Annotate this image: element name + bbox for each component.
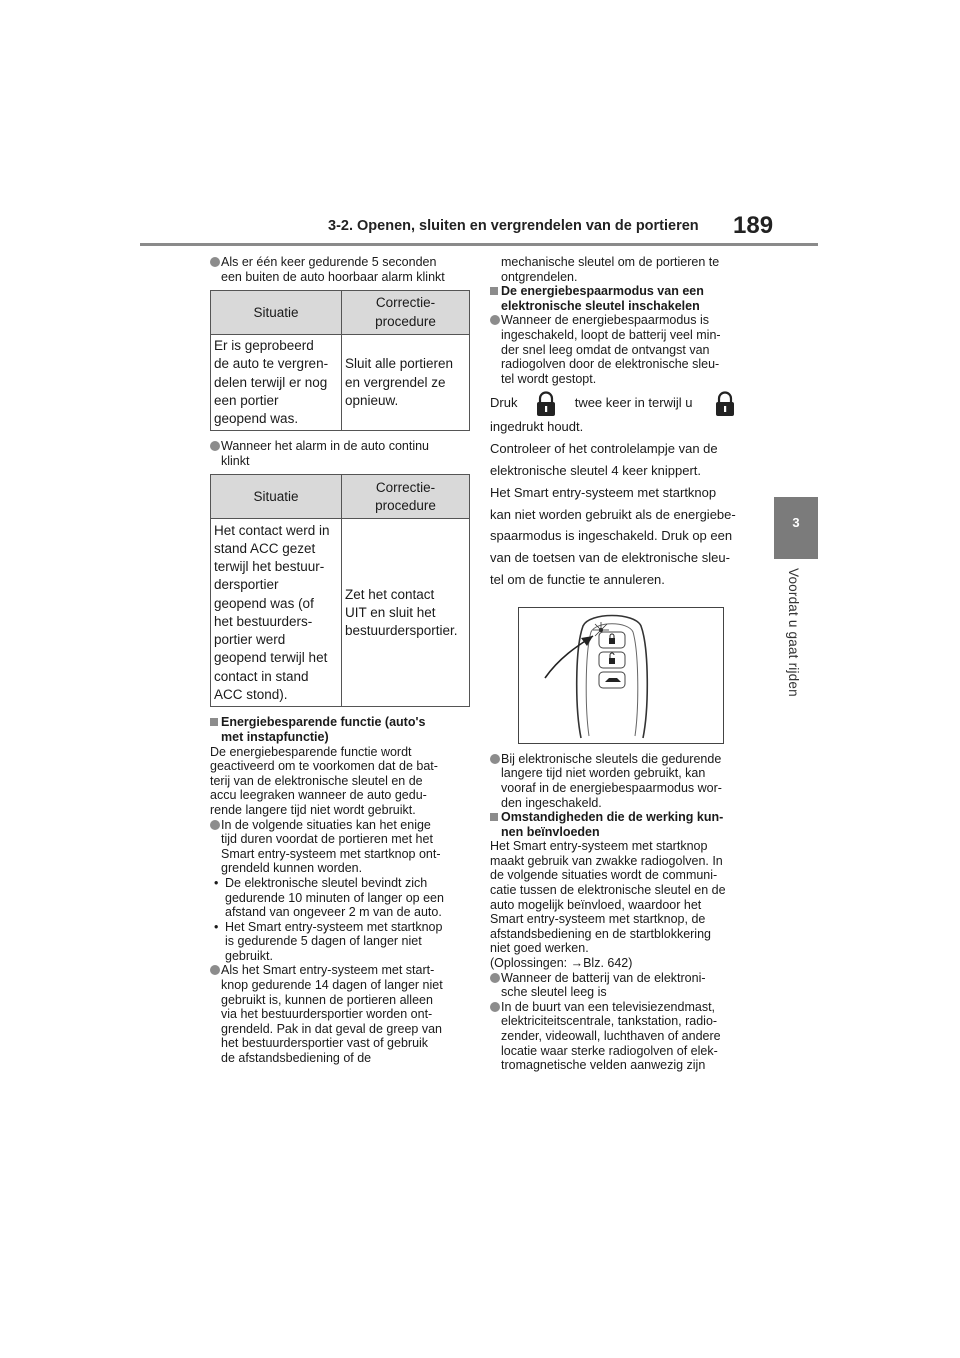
text-line: UIT en sluit het xyxy=(345,604,436,620)
text-line: procedure xyxy=(375,497,436,513)
text-line: In de volgende situaties kan het enige xyxy=(221,817,431,832)
bullet-battery-saving xyxy=(490,313,752,386)
text-line: Het Smart entry-systeem met startknop xyxy=(490,484,717,500)
lock-button-icon xyxy=(531,391,561,417)
text-line: Wanneer de energiebespaarmodus is xyxy=(501,313,709,328)
text-line: Het contact werd in xyxy=(214,522,330,538)
text-line: Bij elektronische sleutels die gedurende xyxy=(501,751,722,766)
text-line: rende langere tijd niet wordt gebruikt. xyxy=(210,802,416,817)
text-line: locatie waar sterke radiogolven of elek- xyxy=(501,1043,718,1058)
text-line: • Het Smart entry-systeem met startknop xyxy=(225,919,443,934)
text-line: van de toetsen van de elektronische sleu- xyxy=(490,550,730,566)
text-line: In de buurt van een televisiezendmast, xyxy=(501,999,716,1014)
heading-energy-saving xyxy=(210,715,470,744)
text-line: en vergrendel ze xyxy=(345,374,446,390)
text-line: tel om de functie te annuleren. xyxy=(490,571,665,587)
lock-button-icon xyxy=(710,391,740,417)
text-line: via het bestuurdersportier worden ont- xyxy=(221,1007,433,1022)
text-line: maakt gebruik van zwakke radiogolven. In xyxy=(490,853,723,868)
sub-bullet-distance xyxy=(210,876,470,920)
bullet-alarm-inside xyxy=(210,439,470,468)
text-line: Correctie- xyxy=(375,479,436,495)
text-line: niet goed werken. xyxy=(490,941,589,956)
text-line: elektriciteitscentrale, tankstation, radio- xyxy=(501,1014,718,1029)
header-correctie xyxy=(342,475,470,519)
text-line: stand ACC gezet xyxy=(214,541,316,557)
table-alarm-outside xyxy=(210,290,470,431)
text-line: De energiebesparende functie wordt xyxy=(210,744,412,759)
text-line: langere tijd niet worden gebruikt, kan xyxy=(501,766,706,781)
text-line: contact in stand xyxy=(214,668,309,684)
text-line: delen terwijl er nog xyxy=(214,374,328,390)
text-line: auto mogelijk beïnvloed, waardoor het xyxy=(490,897,702,912)
text-line: accu leegraken wanneer de auto gedu- xyxy=(210,788,427,803)
text-line: Energiebesparende functie (auto's xyxy=(221,715,426,730)
text-line: klinkt xyxy=(221,453,250,468)
table-header-row xyxy=(211,291,470,335)
instruction-block xyxy=(490,390,752,590)
text-line: Smart entry-systeem met startknop, de xyxy=(490,912,706,927)
text-line: vooraf in de energiebespaarmodus wor- xyxy=(501,780,722,795)
text-line: twee keer in terwijl u xyxy=(574,395,693,411)
text-line: gebruikt. xyxy=(225,948,273,963)
paragraph-radio-waves xyxy=(490,839,752,970)
text-line: Omstandigheden die de werking kun- xyxy=(501,810,724,825)
text-line: geopend was (of xyxy=(214,595,314,611)
text-line: Er is geprobeerd xyxy=(214,338,314,354)
text-line: ACC stond). xyxy=(214,686,288,702)
continued-text xyxy=(490,255,752,284)
text-line: ingeschakeld, loopt de batterij veel min- xyxy=(501,327,721,342)
text-line: gedurende 10 minuten of langer op een xyxy=(225,890,444,905)
text-line: grendeld. Pak in dat geval de greep van xyxy=(221,1021,442,1036)
text-line: dersportier xyxy=(214,577,279,593)
chapter-title: Voordat u gaat rijden xyxy=(786,568,801,697)
text-line: Wanneer de batterij van de elektroni- xyxy=(501,970,706,985)
text-line: Smart entry-systeem met startknop ont- xyxy=(221,846,441,861)
text-line: de auto te vergren- xyxy=(214,356,329,372)
bullet-battery-empty xyxy=(490,971,752,1000)
text-line: De energiebespaarmodus van een xyxy=(501,284,704,299)
table-row xyxy=(211,335,470,431)
header-situatie: Situatie xyxy=(211,291,342,335)
section-title: 3-2. Openen, sluiten en vergrendelen van de portieren xyxy=(328,218,699,234)
text-line: sche sleutel leeg is xyxy=(501,985,607,1000)
text-line: Sluit alle portieren xyxy=(345,356,454,372)
key-fob-icon xyxy=(519,608,723,743)
page-number: 189 xyxy=(733,212,774,239)
text-line: knop gedurende 14 dagen of langer niet xyxy=(221,978,443,993)
text-line: mechanische sleutel om de portieren te xyxy=(501,255,720,269)
text-line: het bestuurdersportier vast of gebruik xyxy=(221,1036,429,1051)
text-line: met instapfunctie) xyxy=(221,729,329,744)
text-line: afstandsbediening en de startblokkering xyxy=(490,926,711,941)
page-reference: (Oplossingen: →Blz. 642) xyxy=(490,956,633,971)
text-line: • De elektronische sleutel bevindt zich xyxy=(225,875,428,890)
key-fob-figure xyxy=(518,607,724,744)
text-line: tromagnetische velden aanwezig zijn xyxy=(501,1058,706,1073)
procedure-cell xyxy=(342,335,470,431)
text-line: ontgrendelen. xyxy=(501,269,578,284)
text-line: Druk xyxy=(490,395,518,411)
text-line: bestuurdersportier. xyxy=(345,622,458,638)
table-header-row xyxy=(211,475,470,519)
header-divider xyxy=(140,243,818,246)
text-line: een portier xyxy=(214,392,279,408)
text-line: der snel leeg omdat de ontvangst van xyxy=(501,342,710,357)
text-line: ingedrukt houdt. xyxy=(490,419,584,435)
text-line: tijd duren voordat de portieren met het xyxy=(221,832,433,847)
sub-bullet-days xyxy=(210,920,470,964)
text-line: Wanneer het alarm in de auto continu xyxy=(221,439,429,454)
text-line: kan niet worden gebruikt als de energiebe- xyxy=(490,506,736,522)
text-line: portier werd xyxy=(214,632,286,648)
text-line: is gedurende 5 dagen of langer niet xyxy=(225,934,422,949)
bullet-delay-situations xyxy=(210,818,470,876)
text-line: grendeld kunnen worden. xyxy=(221,861,363,876)
text-line: elektronische sleutel 4 keer knippert. xyxy=(490,462,702,478)
text-line: het bestuurders- xyxy=(214,613,313,629)
bullet-alarm-outside xyxy=(210,255,470,284)
bullet-strong-radio xyxy=(490,1000,752,1073)
text-line: de volgende situaties wordt de communi- xyxy=(490,868,718,883)
text-line: terij van de elektronische sleutel en de xyxy=(210,773,423,788)
chapter-number: 3 xyxy=(792,515,800,530)
text-line: nen beïnvloeden xyxy=(501,824,600,839)
bullet-14-days xyxy=(210,963,470,1065)
heading-battery-saving-mode xyxy=(490,284,752,313)
text-line: elektronische sleutel inschakelen xyxy=(501,298,700,313)
text-line: procedure xyxy=(375,313,436,329)
text-line: geopend was. xyxy=(214,411,299,426)
text-line: catie tussen de elektronische sleutel en de xyxy=(490,883,726,898)
bullet-long-unused xyxy=(490,752,752,810)
situation-cell xyxy=(211,519,342,707)
text-line: zender, videowall, luchthaven of andere xyxy=(501,1029,721,1043)
header-situatie: Situatie xyxy=(211,475,342,519)
situation-cell xyxy=(211,335,342,431)
text-line: tel wordt gestopt. xyxy=(501,371,597,386)
text-line: Zet het contact xyxy=(345,586,435,602)
procedure-cell xyxy=(342,519,470,707)
text-line: geactiveerd om te voorkomen dat de bat- xyxy=(210,759,438,774)
text-line: Correctie- xyxy=(375,295,436,311)
text-line: afstand van ongeveer 2 m van de auto. xyxy=(225,905,442,920)
paragraph-energy-saving xyxy=(210,745,470,818)
text-line: Controleer of het controlelampje van de xyxy=(490,441,718,457)
text-line: de afstandsbediening of de xyxy=(221,1051,372,1066)
text-line: spaarmodus is ingeschakeld. Druk op een xyxy=(490,528,733,544)
text-line: een buiten de auto hoorbaar alarm klinkt xyxy=(221,269,445,284)
text-line: Als er één keer gedurende 5 seconden xyxy=(221,255,437,269)
chapter-tab xyxy=(774,497,818,559)
right-column xyxy=(490,255,752,1073)
text-line: gebruikt is, kunnen de portieren alleen xyxy=(221,992,433,1007)
text-line: opnieuw. xyxy=(345,392,399,408)
table-row xyxy=(211,519,470,707)
text-line: geopend terwijl het xyxy=(214,650,328,666)
text-line: Als het Smart entry-systeem met start- xyxy=(221,963,435,978)
text-line: den ingeschakeld. xyxy=(501,795,602,810)
text-line: terwijl het bestuur- xyxy=(214,559,325,575)
heading-conditions xyxy=(490,810,752,839)
text-line: Het Smart entry-systeem met startknop xyxy=(490,839,708,854)
left-column xyxy=(210,255,470,1066)
table-alarm-inside xyxy=(210,474,470,707)
text-line: radiogolven door de elektronische sleu- xyxy=(501,357,720,372)
header-correctie xyxy=(342,291,470,335)
druk-line xyxy=(490,390,752,416)
